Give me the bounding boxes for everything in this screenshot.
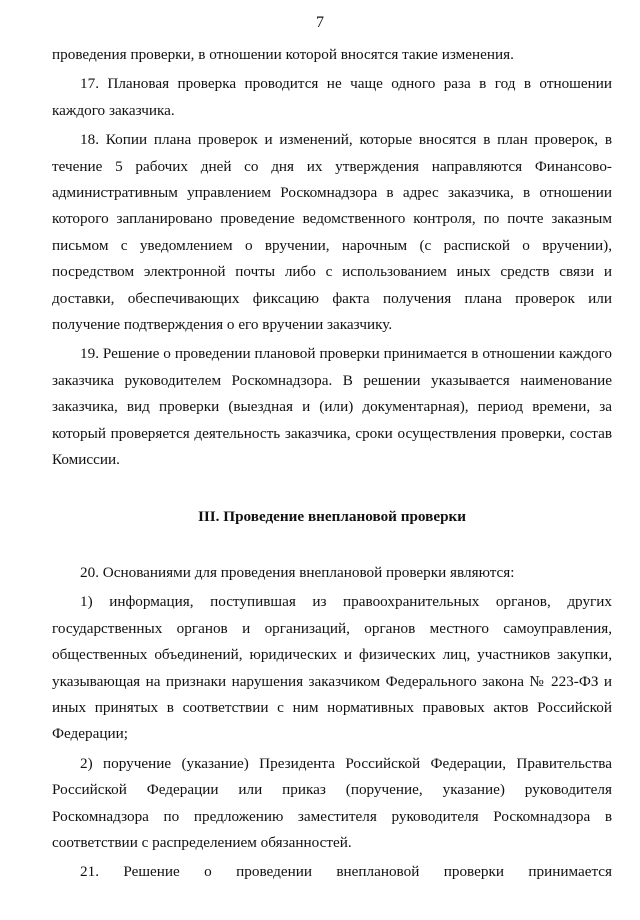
paragraph-17: 17. Плановая проверка проводится не чаще одного раза в год в отношении каждого заказчика. xyxy=(52,75,612,119)
document-body xyxy=(52,42,612,886)
page-number: 7 xyxy=(316,14,324,31)
paragraph-20-item-2: 2) поручение (указание) Президента Российской Федерации, Правительства Российской Федерации или приказ (поручение, указание) руководителя Роскомнадзора по предложению заместителя руководителя Роскомнадзора в соответствии с распределением обязанностей. xyxy=(52,754,612,851)
paragraph-20-item-1: 1) информация, поступившая из правоохранительных органов, других государственных органов и организаций, органов местного самоуправления, общественных объединений, юридических и физических лиц, участников закупки, указывающая на признаки нарушения заказчиком Федерального закона № 223-ФЗ и иных принятых в соответствии с ним нормативных правовых актов Российской Федерации; xyxy=(52,593,612,743)
paragraph-18: 18. Копии плана проверок и изменений, которые вносятся в план проверок, в течение 5 рабочих дней со дня их утверждения направляются Финансово-административным управлением Роскомнадзора в адрес заказчика, в отношении которого запланировано проведение ведомственного контроля, по почте заказным письмом с уведомлением о вручении, нарочным (с распиской о вручении), посредством электронной почты либо с использованием иных средств связи и доставки, обеспечивающих фиксацию факта получения плана проверок или получение подтверждения о его вручении заказчику. xyxy=(52,131,612,334)
paragraph-continuation: проведения проверки, в отношении которой вносятся такие изменения. xyxy=(52,46,514,63)
paragraph-19: 19. Решение о проведении плановой проверки принимается в отношении каждого заказчика руководителем Роскомнадзора. В решении указывается наименование заказчика, вид проверки (выездная и (или) документарная), период времени, за который проверяется деятельность заказчика, сроки осуществления проверки, состав Комиссии. xyxy=(52,345,612,469)
paragraph-20: 20. Основаниями для проведения внеплановой проверки являются: xyxy=(80,563,515,581)
paragraph-21: 21. Решение о проведении внеплановой проверки принимается xyxy=(80,863,612,881)
section-heading: III. Проведение внеплановой проверки xyxy=(197,507,467,525)
